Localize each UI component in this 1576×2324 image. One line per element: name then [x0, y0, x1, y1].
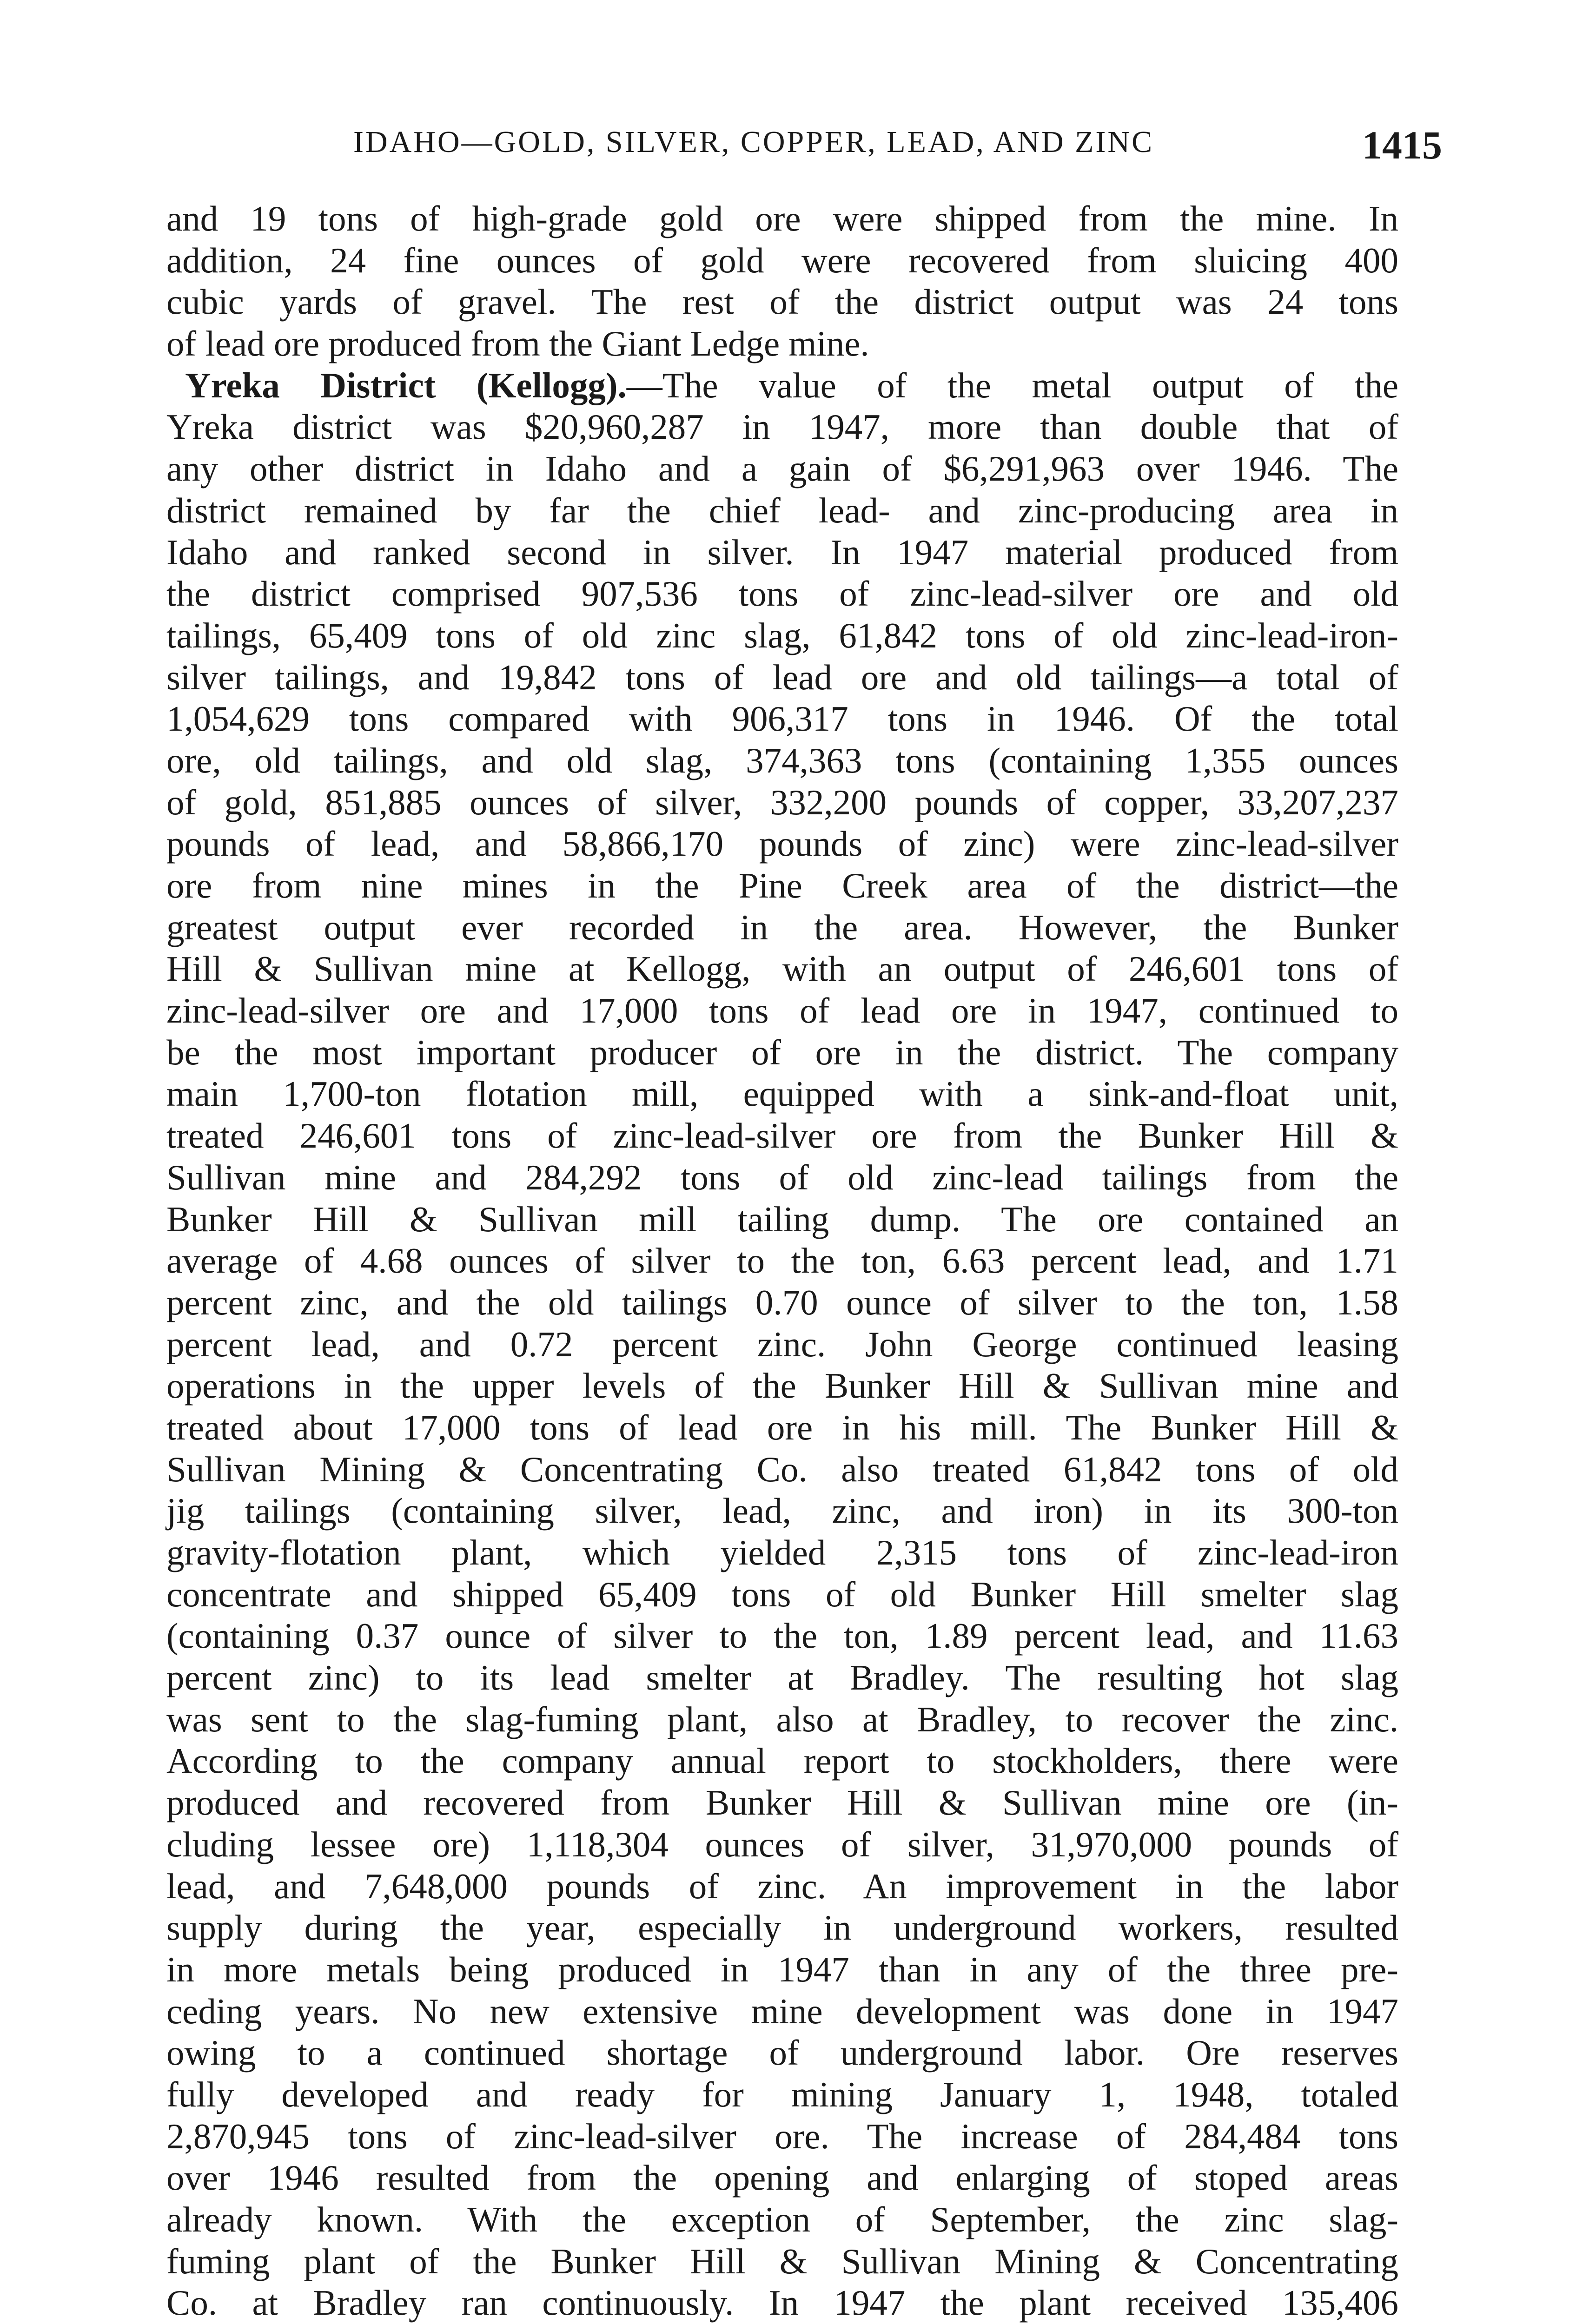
body-text [166, 198, 1398, 2324]
text-line: silver tailings, and 19,842 tons of lead ore and old tailings—a total of [166, 657, 1398, 697]
text-line: Sullivan mine and 284,292 tons of old zinc-lead tailings from the [166, 1157, 1398, 1197]
text-line: be the most important producer of ore in the district. The company [166, 1032, 1398, 1072]
text-line: in more metals being produced in 1947 than in any of the three pre- [166, 1949, 1398, 1989]
text-line: of gold, 851,885 ounces of silver, 332,200 pounds of copper, 33,207,237 [166, 782, 1398, 822]
text-line: lead, and 7,648,000 pounds of zinc. An improvement in the labor [166, 1866, 1398, 1906]
text-line: fuming plant of the Bunker Hill & Sullivan Mining & Concentrating [166, 2241, 1398, 2281]
text-line: 1,054,629 tons compared with 906,317 tons in 1946. Of the total [166, 699, 1398, 739]
text-line: ore, old tailings, and old slag, 374,363 tons (containing 1,355 ounces [166, 740, 1398, 780]
text-line: greatest output ever recorded in the area. However, the Bunker [166, 907, 1398, 947]
text-line: treated 246,601 tons of zinc-lead-silver ore from the Bunker Hill & [166, 1116, 1398, 1156]
text-line: district remained by far the chief lead- and zinc-producing area in [166, 490, 1398, 530]
text-line: According to the company annual report to stockholders, there were [166, 1741, 1398, 1781]
text-line: percent zinc, and the old tailings 0.70 ounce of silver to the ton, 1.58 [166, 1282, 1398, 1322]
text-line: Bunker Hill & Sullivan mill tailing dump. The ore contained an [166, 1199, 1398, 1239]
text-line: average of 4.68 ounces of silver to the ton, 6.63 percent lead, and 1.71 [166, 1241, 1398, 1281]
text-line: zinc-lead-silver ore and 17,000 tons of lead ore in 1947, continued to [166, 990, 1398, 1031]
text-line: 2,870,945 tons of zinc-lead-silver ore. The increase of 284,484 tons [166, 2116, 1398, 2156]
text-line: cubic yards of gravel. The rest of the district output was 24 tons [166, 282, 1398, 322]
text-line: jig tailings (containing silver, lead, zinc, and iron) in its 300-ton [166, 1491, 1398, 1531]
text-line: Sullivan Mining & Concentrating Co. also treated 61,842 tons of old [166, 1449, 1398, 1489]
text-line: ore from nine mines in the Pine Creek area of the district—the [166, 865, 1398, 905]
text-line: Idaho and ranked second in silver. In 1947 material produced from [166, 532, 1398, 572]
text-line: addition, 24 fine ounces of gold were recovered from sluicing 400 [166, 240, 1398, 280]
section-first-line [166, 365, 1398, 407]
text-line: owing to a continued shortage of underground labor. Ore reserves [166, 2033, 1398, 2073]
text-line: cluding lessee ore) 1,118,304 ounces of silver, 31,970,000 pounds of [166, 1824, 1398, 1864]
text-line: fully developed and ready for mining January 1, 1948, totaled [166, 2074, 1398, 2114]
text-line: (containing 0.37 ounce of silver to the ton, 1.89 percent lead, and 11.63 [166, 1616, 1398, 1656]
text-line: tailings, 65,409 tons of old zinc slag, 61,842 tons of old zinc-lead-iron- [166, 615, 1398, 655]
text-line: percent zinc) to its lead smelter at Bradley. The resulting hot slag [166, 1657, 1398, 1698]
section-heading: Yreka District (Kellogg). [185, 365, 627, 405]
text-line: of lead ore produced from the Giant Ledge mine. [166, 324, 869, 364]
text-line: concentrate and shipped 65,409 tons of old Bunker Hill smelter slag [166, 1574, 1398, 1614]
page-number: 1415 [1362, 123, 1442, 167]
running-title: IDAHO—GOLD, SILVER, COPPER, LEAD, AND ZINC [353, 125, 1154, 159]
text-line: percent lead, and 0.72 percent zinc. John George continued leasing [166, 1324, 1398, 1364]
text-line: Hill & Sullivan mine at Kellogg, with an output of 246,601 tons of [166, 949, 1398, 989]
text-line: the district comprised 907,536 tons of zinc-lead-silver ore and old [166, 574, 1398, 614]
text-line: supply during the year, especially in underground workers, resulted [166, 1908, 1398, 1948]
text-line: already known. With the exception of September, the zinc slag- [166, 2199, 1398, 2239]
text-line: and 19 tons of high-grade gold ore were shipped from the mine. In [166, 198, 1398, 238]
text-line: operations in the upper levels of the Bunker Hill & Sullivan mine and [166, 1366, 1398, 1406]
text-line: pounds of lead, and 58,866,170 pounds of zinc) were zinc-lead-silver [166, 824, 1398, 864]
text-line: gravity-flotation plant, which yielded 2,315 tons of zinc-lead-iron [166, 1532, 1398, 1572]
text-line: Yreka district was $20,960,287 in 1947, more than double that of [166, 407, 1398, 447]
text-line: ceding years. No new extensive mine development was done in 1947 [166, 1991, 1398, 2031]
text-line: any other district in Idaho and a gain of $6,291,963 over 1946. The [166, 449, 1398, 489]
text-line: was sent to the slag-fuming plant, also at Bradley, to recover the zinc. [166, 1699, 1398, 1739]
text-line: treated about 17,000 tons of lead ore in his mill. The Bunker Hill & [166, 1407, 1398, 1447]
text-line: Co. at Bradley ran continuously. In 1947 the plant received 135,406 [166, 2283, 1398, 2323]
section-first-line-text: —The value of the metal output of the [626, 365, 1398, 405]
text-line: over 1946 resulted from the opening and enlarging of stoped areas [166, 2158, 1398, 2198]
text-line: produced and recovered from Bunker Hill & Sullivan mine ore (in- [166, 1783, 1398, 1823]
text-line: main 1,700-ton flotation mill, equipped with a sink-and-float unit, [166, 1074, 1398, 1114]
